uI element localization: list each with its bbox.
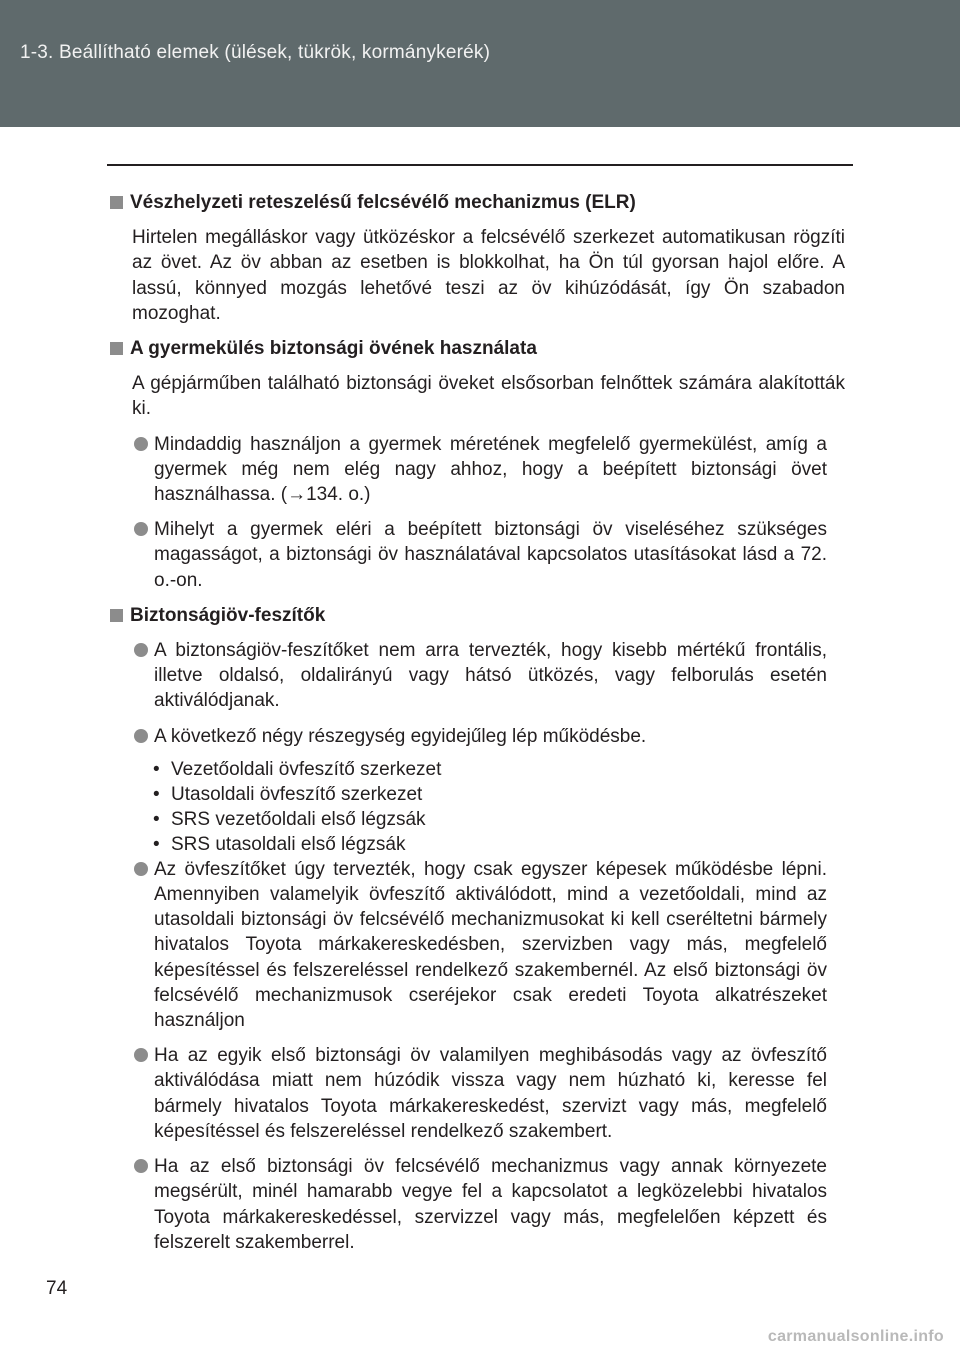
page-content xyxy=(110,190,845,1265)
sub-list-item-text: Vezetőoldali övfeszítő szerkezet xyxy=(171,758,442,780)
sub-list-item xyxy=(153,782,845,807)
sub-list-item xyxy=(153,832,845,857)
bullet-dot-icon xyxy=(134,1048,148,1062)
section-square-icon xyxy=(110,196,123,209)
section-title-elr xyxy=(110,190,845,215)
list-item xyxy=(132,1043,845,1144)
list-item xyxy=(132,432,845,508)
sub-list-item-text: SRS vezetőoldali első légzsák xyxy=(171,808,426,830)
elr-paragraph: Hirtelen megálláskor vagy ütközéskor a felcsévélő szerkezet automatikusan rögzíti az övet. Az öv abban az esetben is blokkolhat, ha Ön túl gyorsan hajol előre. A lassú, könnyed mozgás lehetővé teszi az öv kihúzódását, így Ön szabadon mozoghat. xyxy=(132,227,845,324)
bullet-dot-icon xyxy=(134,522,148,536)
list-item-text: Ha az egyik első biztonsági öv valamilyen meghibásodás vagy az övfeszítő aktiválódása miatt nem húzódik vissza vagy nem húzható ki, keresse fel bármely hivatalos Toyota márkakereskedést, szervizt vagy más, megfelelő képesítéssel és felszereléssel rendelkező szakembert. xyxy=(154,1045,827,1142)
list-item xyxy=(132,1154,845,1255)
list-item-text: Az övfeszítőket úgy tervezték, hogy csak egyszer képesek működésbe lépni. Amennyiben valamelyik övfeszítő aktiválódott, mind a vezetőoldali, mind az utasoldali biztonsági öv felcsévélő mechanizmusokat ki kell cseréltetni bármely hivatalos Toyota márkakereskedésben, szervizben vagy más, megfelelő képesítéssel és felszereléssel rendelkező szakembernél. Az első biztonsági öv felcsévélő mechanizmusok cseréjekor csak eredeti Toyota alkatrészeket használjon xyxy=(154,858,827,1032)
chapter-header xyxy=(0,0,960,127)
list-item-text: Mihelyt a gyermek eléri a beépített biztonsági öv viseléséhez szükséges magasságot, a biztonsági öv használatával kapcsolatos utasításokat lásd a 72. o.-on. xyxy=(154,519,827,591)
list-item-text: A biztonságiöv-feszítőket nem arra tervezték, hogy kisebb mértékű frontális, illetve oldalsó, oldalirányú vagy hátsó ütközés, vagy felborulás esetén aktiválódjanak. xyxy=(154,640,827,712)
list-item-text: Ha az első biztonsági öv felcsévélő mechanizmus vagy annak környezete megsérült, minél hamarabb vegye fel a kapcsolatot a legközelebbi hivatalos Toyota márkakereskedéssel, szervizzel vagy más, megfelelően képzett és felszerelt szakemberrel. xyxy=(154,1156,827,1253)
bullet-icon: • xyxy=(153,808,160,830)
sub-list-item xyxy=(153,807,845,832)
section-divider xyxy=(107,164,853,166)
list-item xyxy=(132,724,845,749)
sub-list-item xyxy=(153,757,845,782)
section-title-text: Biztonságiöv-feszítők xyxy=(130,604,326,626)
bullet-icon: • xyxy=(153,833,160,855)
child-paragraph: A gépjárműben található biztonsági öveket elsősorban felnőttek számára alakították ki. xyxy=(132,373,845,420)
chapter-title: 1-3. Beállítható elemek (ülések, tükrök, kormánykerék) xyxy=(20,42,491,63)
list-item-text: A következő négy részegység egyidejűleg lép működésbe. xyxy=(154,725,647,747)
sub-list-item-text: SRS utasoldali első légzsák xyxy=(171,833,406,855)
page-number: 74 xyxy=(46,1278,68,1299)
section-title-text: Vészhelyzeti reteszelésű felcsévélő mechanizmus (ELR) xyxy=(130,192,636,213)
list-item xyxy=(132,857,845,1033)
section-title-text: A gyermekülés biztonsági övének használata xyxy=(130,338,537,360)
bullet-dot-icon xyxy=(134,729,148,743)
section-square-icon xyxy=(110,342,123,355)
section-title-child xyxy=(110,336,845,361)
bullet-icon: • xyxy=(153,758,160,780)
sub-list-item-text: Utasoldali övfeszítő szerkezet xyxy=(171,783,423,805)
section-square-icon xyxy=(110,609,123,622)
bullet-icon: • xyxy=(153,783,160,805)
list-item xyxy=(132,638,845,714)
components-list xyxy=(153,757,845,857)
bullet-dot-icon xyxy=(134,437,148,451)
bullet-dot-icon xyxy=(134,1159,148,1173)
watermark: carmanualsonline.info xyxy=(767,1328,944,1345)
list-item-text: Mindaddig használjon a gyermek méretének megfelelő gyermekülést, amíg a gyermek még nem elég nagy ahhoz, hogy a beépített biztonsági övet használhassa. (→134. o.) xyxy=(154,433,827,506)
bullet-dot-icon xyxy=(134,643,148,657)
section-title-pretensioners xyxy=(110,603,845,628)
bullet-dot-icon xyxy=(134,862,148,876)
list-item xyxy=(132,517,845,593)
